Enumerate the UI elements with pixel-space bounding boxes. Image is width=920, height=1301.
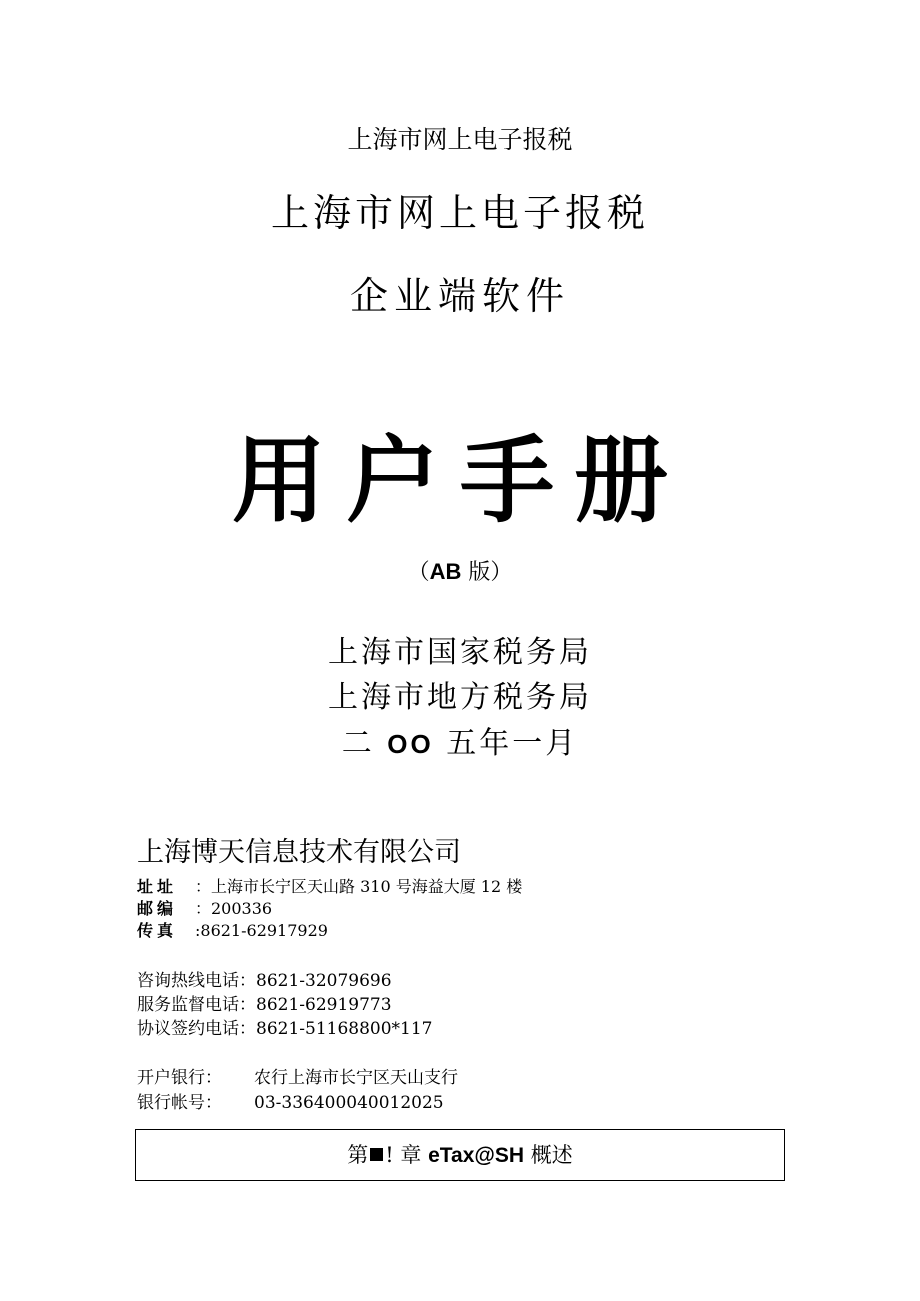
cover-sub-title: 企业端软件 xyxy=(349,274,570,318)
hotline-supervision: 服务监督电话：8621-62919773 xyxy=(137,995,392,1015)
chapter-number-placeholder-icon xyxy=(370,1148,383,1161)
date-suffix: 五年一月 xyxy=(446,726,579,761)
hotline-contract: 协议签约电话：8621-51168800*117 xyxy=(137,1019,433,1039)
contact-label-clipped: 邮 xyxy=(137,899,154,918)
date-digits: OO xyxy=(387,729,434,759)
company-name: 上海博天信息技术有限公司 xyxy=(137,837,461,868)
edition-open: （ xyxy=(407,560,430,585)
cover-main-title: 上海市网上电子报税 xyxy=(270,191,649,235)
bank-value: 03-336400040012025 xyxy=(254,1093,444,1113)
contact-label-clipped: 址 xyxy=(137,877,154,896)
hotline-consult: 咨询热线电话：8621-32079696 xyxy=(137,971,392,991)
issuer-local-tax: 上海市地方税务局 xyxy=(328,680,592,715)
chapter-word: 章 xyxy=(400,1143,422,1167)
edition-suffix: 版） xyxy=(461,560,513,585)
bank-value: 农行上海市长宁区天山支行 xyxy=(254,1068,458,1088)
date-prefix: 二 xyxy=(341,726,375,761)
contact-value: ：200336 xyxy=(195,899,273,918)
chapter-name: eTax@SH xyxy=(428,1144,525,1167)
bank-key: 开户银行： xyxy=(137,1068,222,1088)
contact-postcode xyxy=(137,899,272,919)
bank-account-row xyxy=(137,1088,444,1113)
bank-key: 银行帐号： xyxy=(137,1093,222,1113)
contact-address xyxy=(137,877,522,897)
contact-label-text: 编 xyxy=(157,899,174,918)
contact-label-text: 址 xyxy=(157,877,174,896)
chapter-suffix: 概述 xyxy=(530,1143,573,1167)
chapter-prefix: 第 xyxy=(347,1143,369,1167)
contact-label xyxy=(137,921,195,941)
contact-label xyxy=(137,899,195,919)
chapter-mark: ! xyxy=(385,1143,394,1167)
issuer-national-tax: 上海市国家税务局 xyxy=(328,635,592,670)
header-title: 上海市网上电子报税 xyxy=(347,125,573,154)
edition-code: AB xyxy=(429,559,462,584)
publish-date xyxy=(0,718,920,762)
contact-label-clipped: 传 xyxy=(137,921,154,940)
contact-fax xyxy=(137,921,328,941)
edition-label xyxy=(0,555,920,586)
contact-value: ：上海市长宁区天山路 310 号海益大厦 12 楼 xyxy=(195,877,523,896)
bank-name-row xyxy=(137,1063,458,1088)
contact-value: :8621-62917929 xyxy=(195,921,328,940)
chapter-heading-box xyxy=(135,1129,785,1181)
contact-label-text: 真 xyxy=(157,921,174,940)
contact-label xyxy=(137,877,195,897)
manual-title: 用户手册 xyxy=(231,426,688,536)
